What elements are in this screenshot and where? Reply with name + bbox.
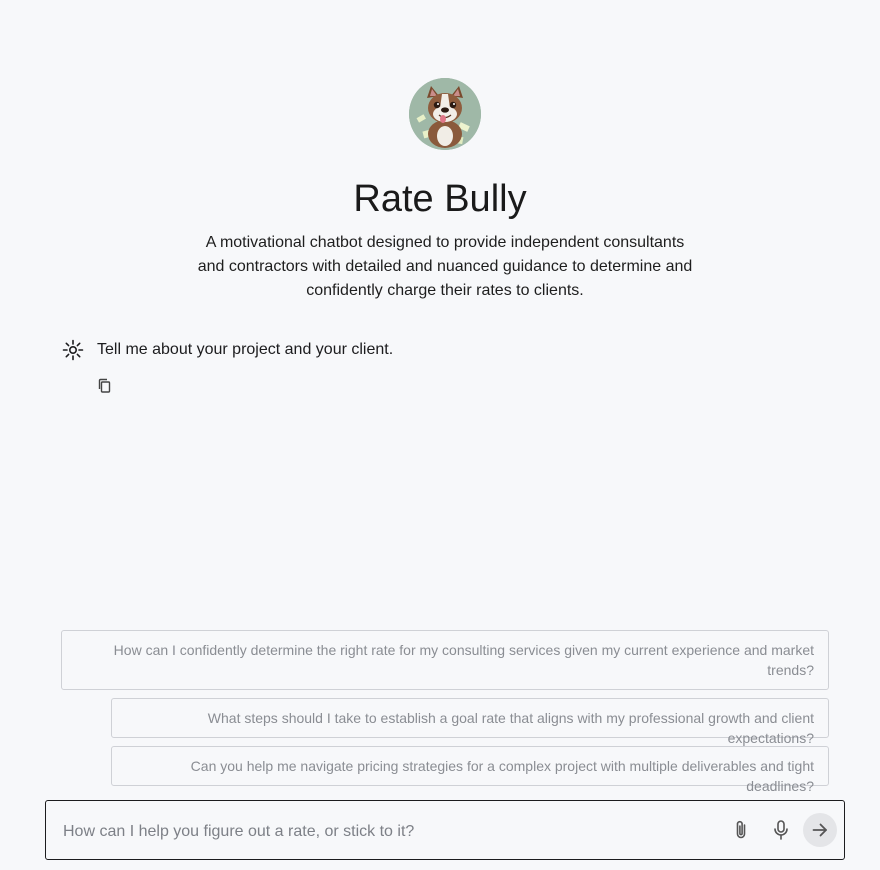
- suggestion-prompt-2[interactable]: What steps should I take to establish a goal rate that aligns with my professional growth and client expectations?: [111, 698, 829, 738]
- paperclip-icon[interactable]: [729, 818, 753, 842]
- arrow-right-icon: [810, 820, 830, 840]
- bot-avatar: [409, 78, 481, 150]
- sparkle-bot-icon: [62, 339, 84, 361]
- microphone-icon[interactable]: [769, 818, 793, 842]
- suggestion-prompt-3[interactable]: Can you help me navigate pricing strategies for a complex project with multiple deliverables and tight deadlines?: [111, 746, 829, 786]
- send-button[interactable]: [803, 813, 837, 847]
- bulldog-avatar-icon: [409, 78, 481, 150]
- bot-description: A motivational chatbot designed to provide independent consultants and contractors with detailed and nuanced guidance to determine and confidently charge their rates to clients.: [197, 234, 693, 299]
- assistant-message-text: Tell me about your project and your client.: [97, 341, 394, 358]
- message-composer: [45, 800, 845, 860]
- message-input[interactable]: [61, 819, 705, 845]
- bot-title: Rate Bully: [353, 178, 527, 220]
- copy-icon[interactable]: [96, 377, 114, 395]
- suggestion-prompt-1[interactable]: How can I confidently determine the right rate for my consulting services given my current experience and market trends?: [61, 630, 829, 690]
